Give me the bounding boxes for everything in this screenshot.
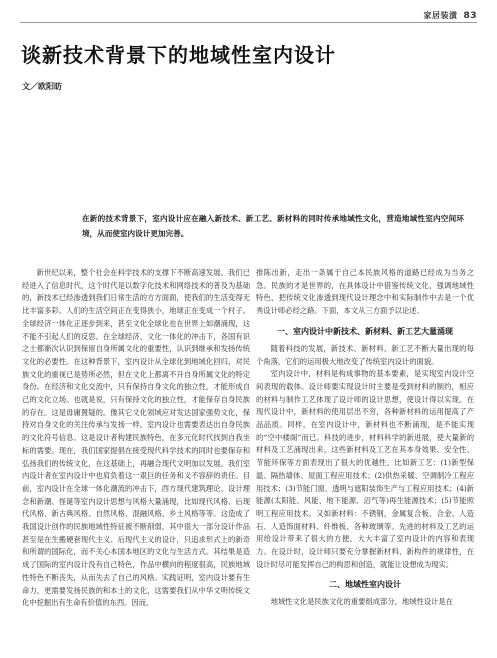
article-abstract: 在新的技术背景下，室内设计应在融入新技术、新工艺、新材料的同时传承地域性文化，营造地域性室内空间环境，从而使室内设计更加完善。 — [82, 214, 464, 238]
body-paragraph: 新世纪以来，整个社会在科学技术的支撑下不断高速发展。我们已经进入了信息时代，这个时代是以数字化技术和网络技术的普及为基础的，新技术已经渗透到我们日常生活的方方面面，使我们的生活变得无比丰富多彩。人们的生活空间正在变得狭小，地球正在变成一个村子。全球经济一体化正逐步到来，甚至文化全球化也在世界上如潮涌现，这不能不引起人们的反思。在全球经济、文化一体化的冲击下，各国有识之士都渐次认识到保留自身所属文化的重要性，认识到继承和发扬传统文化的必要性。在这种背景下，室内设计从全球化到地域化回归，对民族文化的重视已是势所必然，但在文化上都离不开自身所属文化的特定身份。在经济和文化交流中，只有保持自身文化的独立性，才能形成自己的文化立场。也就是说，只有保持文化的独立性，才能保存自身民族的存在。这是毋庸置疑的。像其它文化领域应对发达国家强势文化，保持对自身文化的关注传承与发扬一样，室内设计也需要表达出自身民族的文化符号信息。这是设计者构建民族特色，在多元化时代找到自我坐标的需要。现在，我们国家提倡在接受现代科学技术的同时也要保存和弘扬我们的传统文化，在这基础上，再融合现代文明加以发展。我们室内设计者在室内设计中也肩负着这一艰巨的任务和义不容辞的责任。目前，室内设计在全球一体化潮流的冲击下，西方现代建筑理论、设计理念和新潮、怪诞等室内设计思想与风格大量涌现，比如现代风格、后现代风格、新古典风格、自然风格、混融风格、乡土风格等等。这造成了我国设计创作的民族地域性特征被不断削弱，其中很大一部分设计作品甚至是在生搬硬套现代主义、后现代主义的设计，只追求形式上的新奇和所谓的国际化，而不关心本国本地区的文化与生活方式。其结果是造成了国际的室内设计没有自己特色，作品中横向的程度很高，民族地域性特色不断丧失，从而失去了自己的风格。实践证明，室内设计要有生命力，更需要发扬民族的和本土的文化，这需要我们从中华文明传统文化中挖掘出有生命有价值的东西。因而， — [22, 268, 250, 608]
body-column-left — [22, 267, 250, 610]
body-paragraph: 室内设计中，材料是构成事物的基本要素，是实现室内设计空间表现的载体。设计师要实现设计时主要是受到材料的制约，相应的材料与制作工艺体现了设计师的设计思想，使设计得以实现。在现代设计中，新材料的使用层出不穷，各种新材料的运用提高了产品品质。同样，在室内设计中，新材料也不断涌现，是不能实现的“空中楼阁”而已。科技的进步，材料科学的新进展，使大量新的材料及工艺涌现出来，这些新材料及工艺在其本身效果、安全性、节能环保等方面表现出了很大的优越性，比如新工艺：(1)新型保温、隔热墙体、屋面工程应用技术；(2)供热采暖、空调制冷工程应用技术；(3)节能门窗、透明与遮阳装饰生产与工程应用技术；(4)新能源(太阳能、风能、地下能源、沼气等)再生能源技术；(5)节能照明工程应用技术。又如新材料：不锈钢，金属复合板、合金、人造石、人造饰面材料、纤维板、各种玻璃等。先进的材料及工艺的运用给设计带来了很大的方便，大大丰富了室内设计的内容和表现力。在设计时，设计师只要充分掌握新材料、新构件的规律性，在设计时尽可能发挥自己的构思和创造，就能让设想成为现实。 — [256, 369, 474, 569]
header-rule — [20, 22, 477, 23]
section-heading: 二、地域性室内设计 — [329, 580, 401, 590]
body-paragraph: 随着科技的发展，新技术、新材料、新工艺不断大量出现的每个角落，它们的运用极大地改变了传统室内设计的面貌。 — [256, 343, 474, 366]
header-section: 家居装潢 — [423, 11, 458, 20]
section-heading: 一、室内设计中新技术、新材料、新工艺大量涌现 — [277, 326, 453, 336]
body-paragraph: 地域性文化是民族文化的重要组成部分，地域性设计是在 — [270, 597, 454, 607]
running-header — [423, 10, 477, 21]
article-title: 谈新技术背景下的地域性室内设计 — [21, 43, 336, 67]
author-byline: 文／欧阳昉 — [22, 82, 62, 91]
page-number: 83 — [463, 11, 477, 21]
body-paragraph: 推陈出新，走出一条属于自己本民族风格的道路已经成为当务之急。民族的才是世界的，在具体设计中借鉴传统文化，强调地域性特色，把传统文化渗透到现代设计理念中和实际制作中去是一个优秀设计师必经之路。下面，本文从三方面予以论述。 — [256, 268, 474, 316]
body-column-right — [256, 267, 474, 609]
